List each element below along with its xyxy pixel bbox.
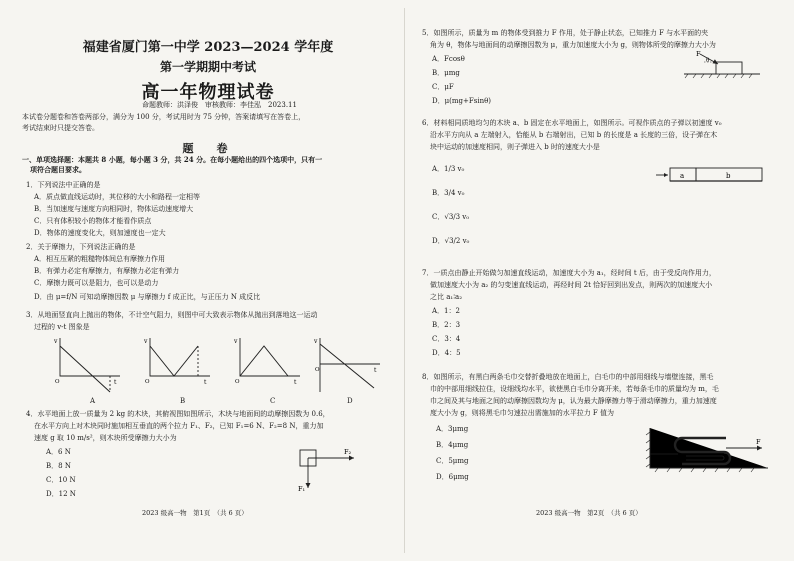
q8-line1: 8．如图所示，有黑白两条毛巾交替折叠地放在地面上，白毛巾的中部用细线与墙壁连接，黑毛: [422, 373, 714, 381]
q8-line4: 度大小为 g，则将黑毛巾匀速拉出需施加的水平拉力 F 值为: [430, 409, 615, 417]
q8-f-label: F: [756, 438, 761, 446]
q5-line1: 5．如图所示，质量为 m 的物体受到推力 F 作用，处于静止状态，已知推力 F 与水平面的夹: [422, 29, 709, 37]
authors-line: 命题教师：洪泽俊 审核教师：李佳泓 2023.11: [142, 101, 297, 109]
part1-heading-line2: 项符合题目要求。: [30, 165, 86, 174]
q3-origin-a: O: [55, 379, 60, 385]
q1-option-b: B．当加速度与速度方向相同时，物体运动速度增大: [34, 205, 194, 213]
q3-axis-t-b: t: [204, 379, 207, 386]
page-2-footer: 2023 级高一物 第2页 （共 6 页）: [536, 509, 642, 517]
q6-line1: 6．材料相同质地均匀的木块 a、b 固定在水平地面上，如图所示。可视作质点的子弹以初速度 v₀: [422, 119, 722, 127]
q1-stem: 1．下列说法中正确的是: [26, 181, 101, 189]
q8-option-c: C．5μmg: [436, 457, 469, 465]
q5-f-label: F: [696, 50, 701, 58]
q6-option-b: B．3/4 v₀: [432, 189, 465, 197]
school-title: 福建省厦门第一中学 2023—2024 学年度: [82, 40, 334, 55]
page-divider: [404, 8, 405, 553]
q6-block-a-label: a: [680, 172, 685, 180]
q7-option-a: A．1：2: [432, 307, 460, 315]
q8-option-d: D．6μmg: [436, 473, 469, 481]
q5-line2: 角为 θ，物体与地面间的动摩擦因数为 μ，重力加速度大小为 g，则物体所受的摩擦力大小为: [430, 41, 716, 49]
q4-option-c: C．10 N: [46, 476, 76, 484]
q3-origin-b: O: [145, 379, 150, 385]
q1-option-d: D．物体的速度变化大，则加速度也一定大: [34, 229, 166, 237]
q3-label-b: B: [180, 397, 186, 405]
q1-option-a: A．质点做直线运动时，其位移的大小和路程一定相等: [34, 193, 201, 201]
q5-option-b: B．μmg: [432, 69, 460, 77]
q3-vt-graphs: [54, 334, 384, 396]
part1-heading-line1: 一、单项选择题：本题共 8 小题，每小题 3 分，共 24 分。在每小题给出的四个选项中，只有一: [22, 155, 323, 164]
q5-block-diagram: [682, 50, 762, 80]
q3-origin-c: O: [235, 379, 240, 385]
q3-label-a: A: [90, 397, 96, 405]
instructions: [22, 112, 394, 134]
q3-axis-v-d: v: [314, 338, 318, 345]
q6-blocks-diagram: [656, 164, 766, 186]
q3-axis-t-c: t: [294, 379, 297, 386]
exam-name: 第一学期期中考试: [159, 60, 256, 74]
q4-force-diagram: [278, 444, 378, 494]
q6-option-c: C．√3/3 v₀: [432, 213, 470, 221]
q3-label-d: D: [347, 397, 353, 405]
q7-option-b: B．2：3: [432, 321, 461, 329]
section-title: 题 卷: [182, 142, 234, 155]
q5-option-c: C．μF: [432, 83, 454, 91]
q3-label-c: C: [270, 397, 276, 405]
q3-axis-t-d: t: [374, 367, 377, 374]
q3-origin-d: O: [315, 367, 320, 373]
q6-block-b-label: b: [726, 172, 731, 180]
exam-page-1: [22, 0, 394, 561]
q5-option-d: D．μ(mg+Fsinθ): [432, 97, 492, 105]
q4-line3: 速度 g 取 10 m/s²，则木块所受摩擦力大小为: [34, 434, 177, 442]
q3-axis-v-c: v: [234, 338, 238, 345]
q7-line1: 7．一质点由静止开始做匀加速直线运动，加速度大小为 a₁，经时间 t 后，由于受反向作用力，: [422, 269, 716, 277]
q2-option-c: C．摩擦力既可以是阻力，也可以是动力: [34, 279, 159, 287]
q8-option-a: A．3μmg: [436, 425, 469, 433]
q4-option-b: B．8 N: [46, 462, 71, 470]
q7-option-d: D．4：5: [432, 349, 461, 357]
q3-axis-v-b: v: [144, 338, 148, 345]
q4-line1: 4．水平地面上放一质量为 2 kg 的木块，其俯视图如图所示，木块与地面间的动摩擦因数为 0.6，: [26, 410, 330, 418]
q6-line2: 沿水平方向从 a 左端射入，恰能从 b 右端射出，已知 b 的长度是 a 长度的三倍，设子弹在木: [430, 131, 718, 139]
q3-axis-v-a: v: [54, 338, 58, 345]
q6-option-d: D．√3/2 v₀: [432, 237, 470, 245]
q1-option-c: C．只有体积较小的物体才能看作质点: [34, 217, 152, 225]
q2-option-a: A．相互压紧的粗糙物体间总有摩擦力作用: [34, 255, 166, 263]
instructions-line-2: 考试结束时只提交答卷。: [22, 124, 99, 132]
q4-f2-label: F₂: [344, 448, 352, 456]
q8-line3: 巾之间及其与地面之间的动摩擦因数均为 μ，认为最大静摩擦力等于滑动摩擦力，重力加速度: [430, 397, 717, 405]
q2-option-b: B．有弹力必定有摩擦力，有摩擦力必定有弹力: [34, 267, 180, 275]
page-1-footer: 2023 级高一物 第1页 （共 6 页）: [142, 509, 248, 517]
q4-option-d: D．12 N: [46, 490, 76, 498]
q5-theta-label: θ: [706, 58, 710, 64]
subject-title: 高一年物理试卷: [141, 82, 275, 103]
instructions-line-1: 本试卷分题卷和答卷两部分，满分为 100 分，考试用时为 75 分钟，答案请填写在答卷上，: [22, 113, 306, 121]
q2-option-d: D．由 μ=f/N 可知动摩擦因数 μ 与摩擦力 f 成正比，与正压力 N 成反比: [34, 293, 261, 301]
q6-line3: 块中运动的加速度相同，则子弹进入 b 时的速度大小是: [430, 143, 600, 151]
q4-line2: 在水平方向上对木块同时施加相互垂直的两个拉力 F₁、F₂，已知 F₁=6 N、F₂=8 N，重力加: [34, 422, 324, 430]
q4-f1-label: F₁: [298, 485, 306, 493]
q6-option-a: A．1/3 v₀: [432, 165, 465, 173]
q5-option-a: A．Fcosθ: [432, 55, 465, 63]
q3-axis-t-a: t: [114, 379, 117, 386]
q7-option-c: C．3：4: [432, 335, 461, 343]
q3-line2: 过程的 v-t 图象是: [34, 323, 90, 331]
exam-page-2: [418, 0, 778, 561]
q3-line1: 3．从地面竖直向上抛出的物体，不计空气阻力，则图中可大致表示物体从抛出到落地这一运动: [26, 311, 318, 319]
q8-line2: 巾的中部用细线拉住，设细线均水平，欲使黑白毛巾分离开来，若每条毛巾的质量均为 m，毛: [430, 385, 719, 393]
q7-line2: 做加速度大小为 a₂ 的匀变速直线运动，再经时间 2t 恰好回到出发点，则两次的加速度大小: [430, 281, 713, 289]
q2-stem: 2．关于摩擦力，下列说法正确的是: [26, 243, 136, 251]
q8-towels-diagram: [644, 424, 774, 474]
q7-line3: 之比 a₁∶a₂: [430, 293, 463, 301]
q8-option-b: B．4μmg: [436, 441, 469, 449]
q4-option-a: A．6 N: [46, 448, 71, 456]
